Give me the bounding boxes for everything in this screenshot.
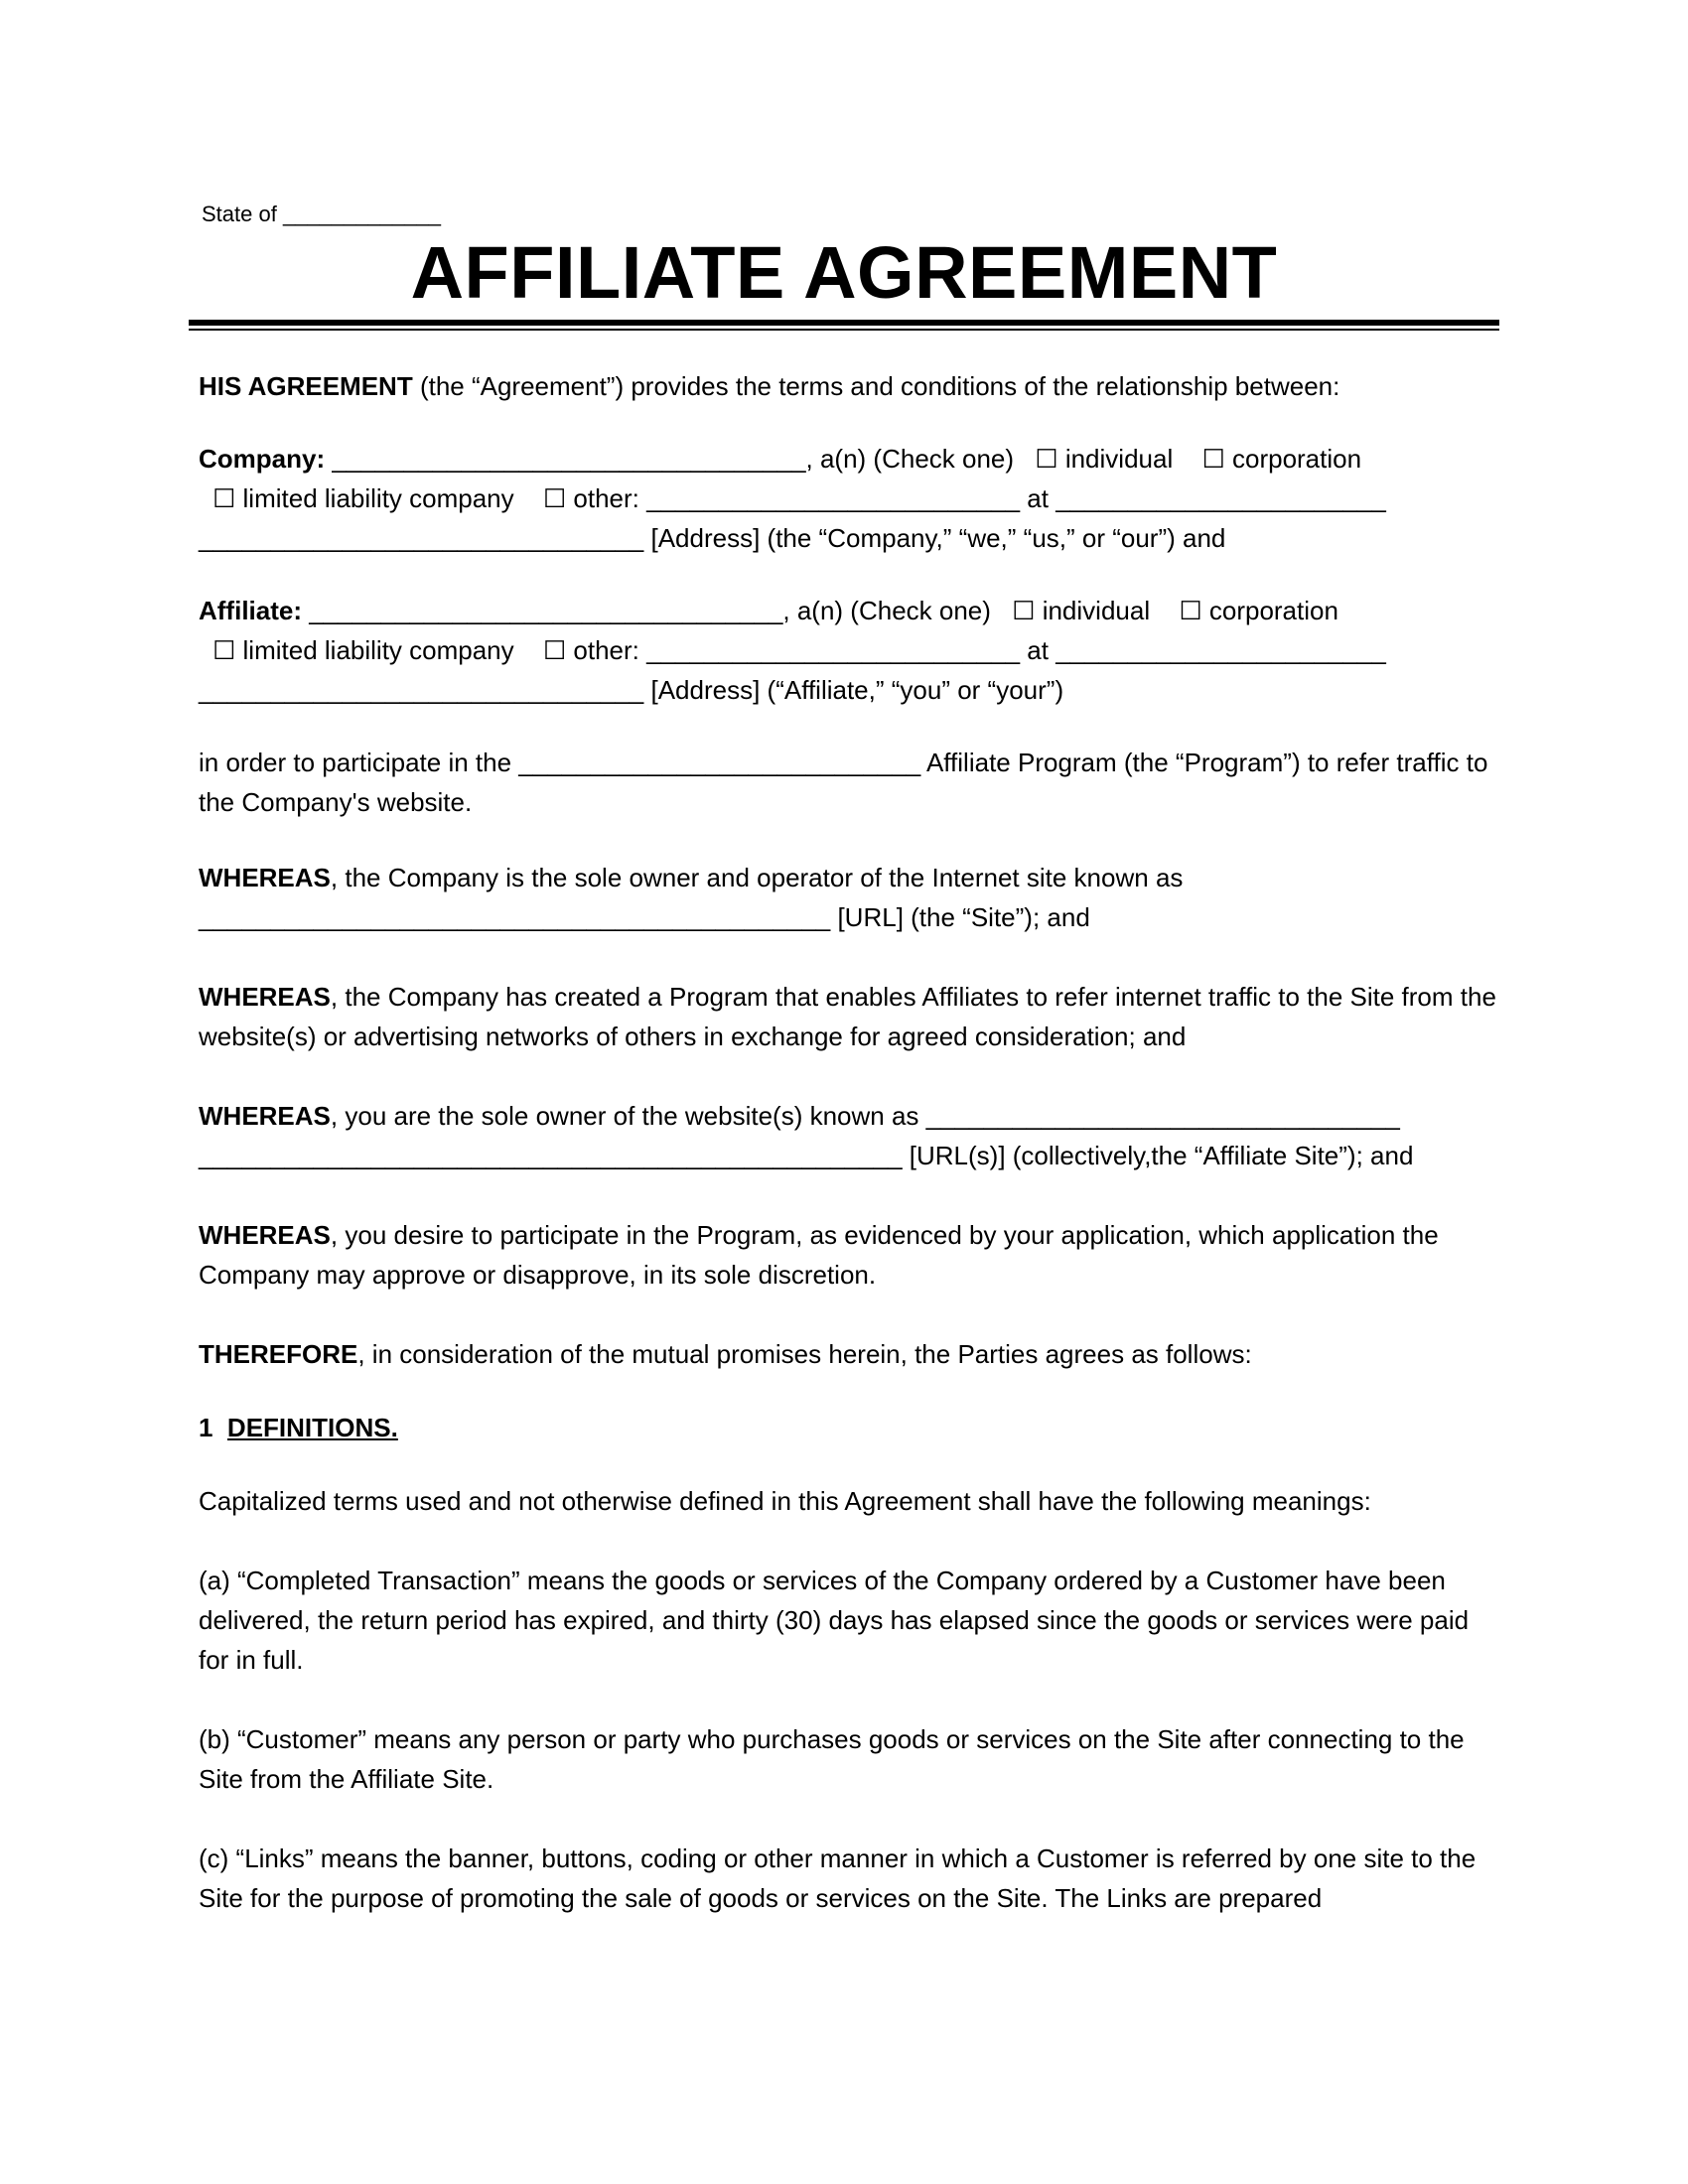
affiliate-checkbox-corporation[interactable]: ☐ corporation (1179, 596, 1338, 625)
company-checkbox-corporation[interactable]: ☐ corporation (1201, 444, 1362, 474)
whereas-3-text: , you are the sole owner of the website(s) known as _________________________________ (330, 1101, 1400, 1131)
whereas-2 (199, 977, 1499, 1056)
affiliate-name-line: _________________________________, a(n) (Check one) (302, 596, 999, 625)
whereas-3-url-line: _________________________________________________ [URL(s)] (collectively,the “Affiliate Site”); and (199, 1141, 1414, 1170)
section-1-number: 1 (199, 1413, 213, 1442)
affiliate-address-line: _______________________________ [Address] (“Affiliate,” “you” or “your”) (199, 675, 1064, 705)
company-name-line: _________________________________, a(n) (Check one) (325, 444, 1022, 474)
affiliate-checkbox-individual[interactable]: ☐ individual (1012, 596, 1151, 625)
whereas-3 (199, 1096, 1499, 1175)
definition-a: (a) “Completed Transaction” means the goods or services of the Company ordered by a Customer have been delivered, the return period has expired, and thirty (30) days has elapsed since the goods or services were paid for in full. (199, 1566, 1470, 1675)
company-checkbox-individual[interactable]: ☐ individual (1035, 444, 1174, 474)
therefore-paragraph (199, 1334, 1499, 1374)
definition-b: (b) “Customer” means any person or party who purchases goods or services on the Site after connecting to the Site from the Affiliate Site. (199, 1724, 1465, 1794)
state-line: State of _____________ (202, 202, 442, 226)
intro-paragraph (199, 366, 1499, 406)
intro-text: (the “Agreement”) provides the terms and conditions of the relationship between: (412, 371, 1340, 401)
company-address-line: _______________________________ [Address] (the “Company,” “we,” “us,” or “our”) and (199, 523, 1226, 553)
whereas-1-bold: WHEREAS (199, 863, 331, 892)
program-paragraph: in order to participate in the ____________________________ Affiliate Program (the “Program”) to refer traffic to the Company's website. (199, 748, 1488, 817)
company-checkbox-other[interactable]: ☐ other: __________________________ at _______________________ (542, 483, 1386, 513)
whereas-1-url-line: ____________________________________________ [URL] (the “Site”); and (199, 902, 1090, 932)
whereas-2-bold: WHEREAS (199, 982, 331, 1012)
title-rule-thin (189, 329, 1499, 331)
affiliate-checkbox-llc[interactable]: ☐ limited liability company (212, 635, 514, 665)
whereas-1 (199, 858, 1499, 937)
company-checkbox-llc[interactable]: ☐ limited liability company (212, 483, 514, 513)
whereas-1-text: , the Company is the sole owner and operator of the Internet site known as (330, 863, 1184, 892)
affiliate-checkbox-other[interactable]: ☐ other: __________________________ at _______________________ (542, 635, 1386, 665)
affiliate-block (199, 591, 1499, 710)
whereas-3-bold: WHEREAS (199, 1101, 331, 1131)
title-rule-thick (189, 320, 1499, 326)
company-block (199, 439, 1499, 558)
definitions-intro: Capitalized terms used and not otherwise defined in this Agreement shall have the following meanings: (199, 1486, 1371, 1516)
company-label: Company: (199, 444, 326, 474)
whereas-4-text: , you desire to participate in the Program, as evidenced by your application, which application the Company may approve or disapprove, in its sole discretion. (199, 1220, 1439, 1290)
definition-c: (c) “Links” means the banner, buttons, coding or other manner in which a Customer is referred by one site to the Site for the purpose of promoting the sale of goods or services on the Site. The Links are prepared (199, 1843, 1477, 1913)
therefore-text: , in consideration of the mutual promises herein, the Parties agrees as follows: (357, 1339, 1252, 1369)
section-1-heading (199, 1408, 1499, 1447)
whereas-4-bold: WHEREAS (199, 1220, 331, 1250)
whereas-4 (199, 1215, 1499, 1295)
section-1-title: DEFINITIONS. (226, 1413, 398, 1442)
intro-bold: HIS AGREEMENT (199, 371, 413, 401)
affiliate-label: Affiliate: (199, 596, 302, 625)
therefore-bold: THEREFORE (199, 1339, 358, 1369)
document-title: AFFILIATE AGREEMENT (410, 231, 1278, 314)
whereas-2-text: , the Company has created a Program that enables Affiliates to refer internet traffic to the Site from the website(s) or advertising networks of others in exchange for agreed consideration; and (199, 982, 1496, 1051)
